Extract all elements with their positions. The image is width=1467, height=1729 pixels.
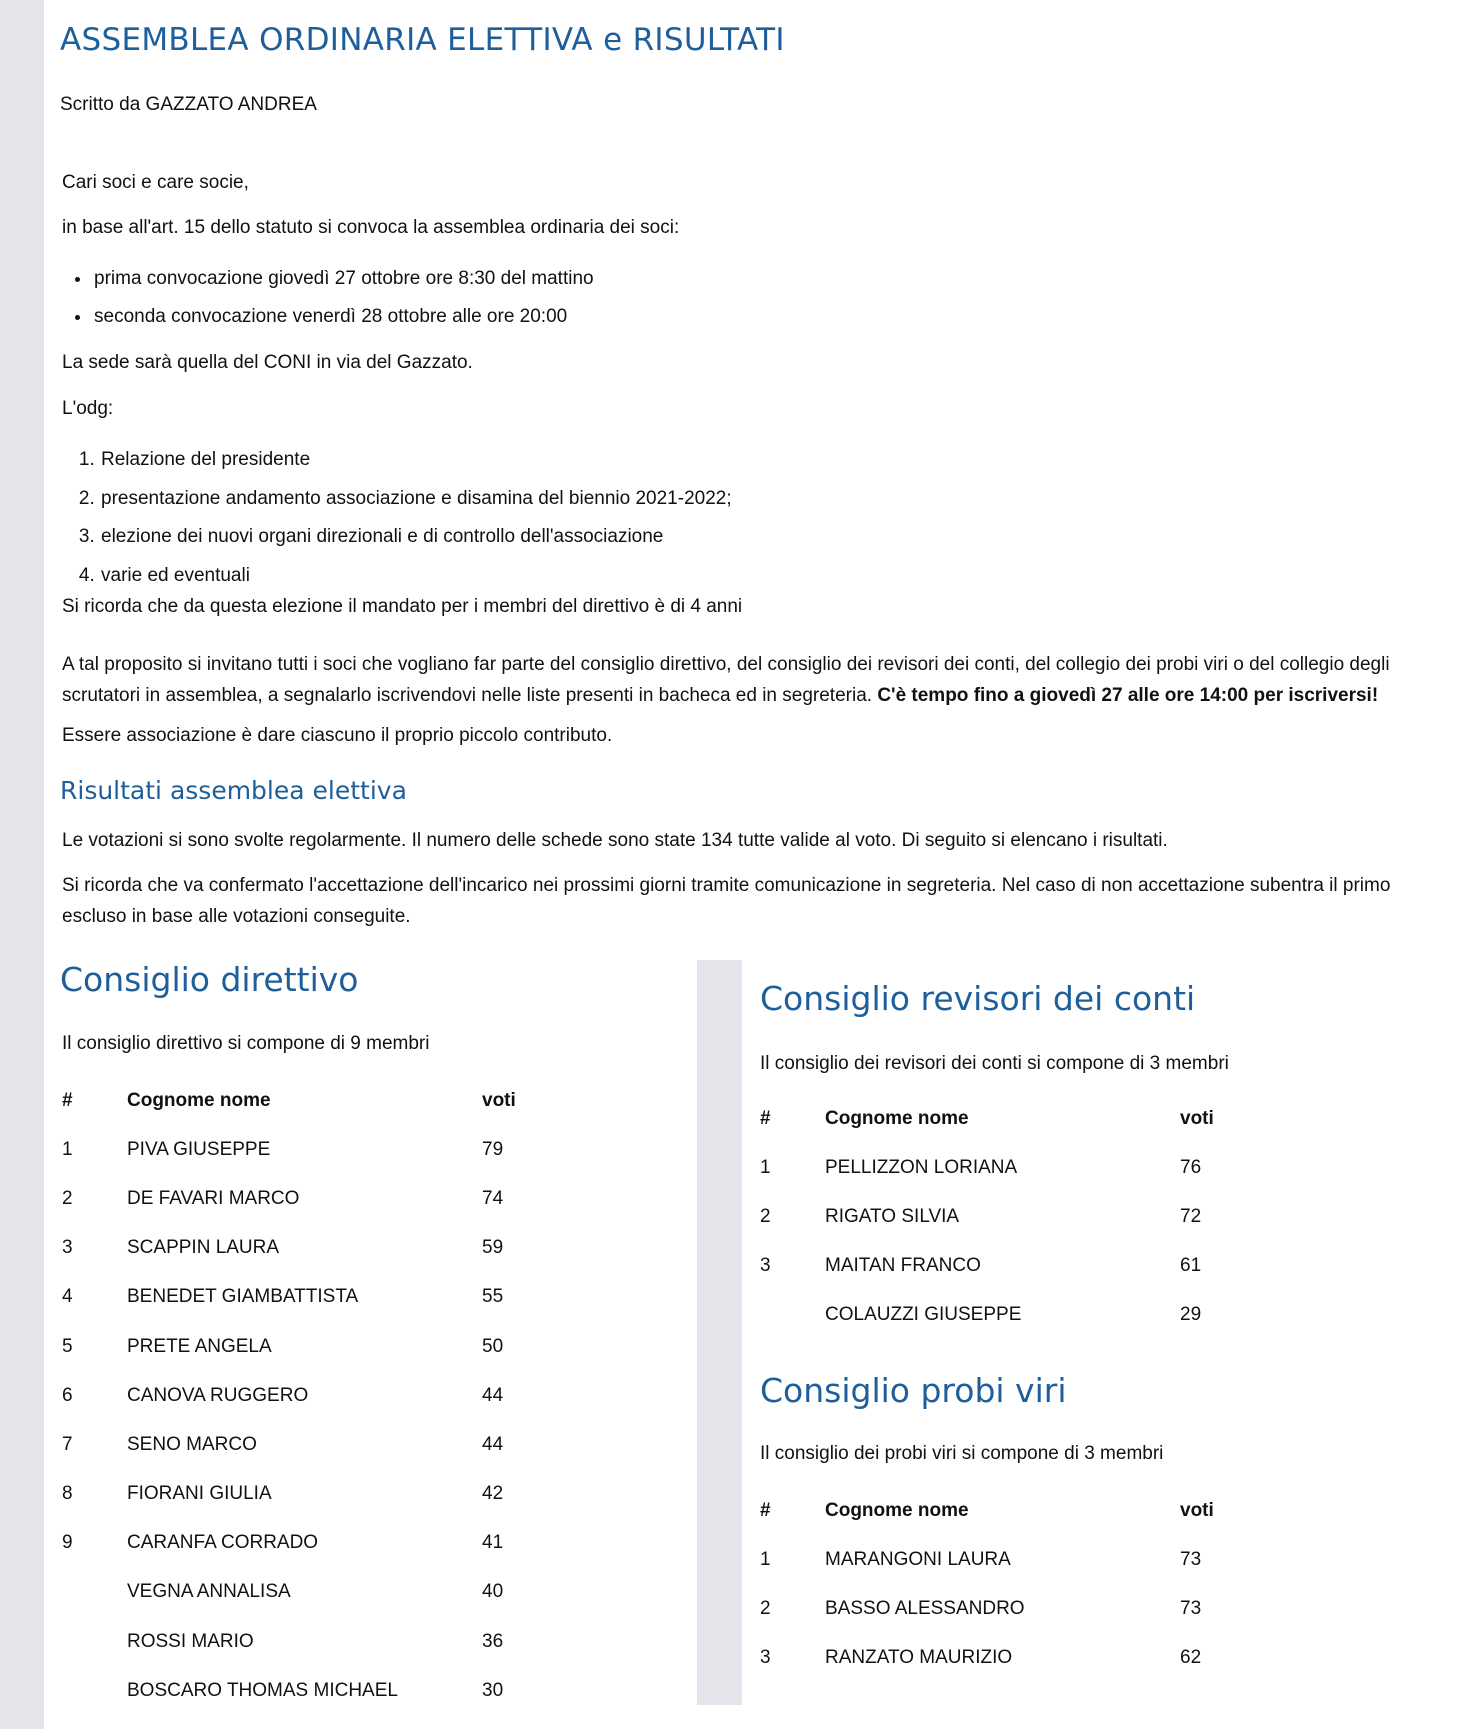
table-row: [760, 1634, 1240, 1683]
row-num: 1: [760, 1548, 771, 1570]
row-name: BOSCARO THOMAS MICHAEL: [127, 1679, 398, 1701]
row-name: MARANGONI LAURA: [825, 1548, 1011, 1570]
row-votes: 55: [482, 1286, 504, 1308]
row-name: ROSSI MARIO: [127, 1630, 254, 1652]
greeting: Cari soci e care socie,: [62, 172, 249, 193]
row-name: COLAUZZI GIUSEPPE: [825, 1304, 1022, 1326]
row-name: RIGATO SILVIA: [825, 1205, 960, 1227]
table-row: [760, 1584, 1240, 1633]
table-row: [62, 1125, 542, 1174]
table-row: [62, 1322, 542, 1371]
intro-paragraph: in base all'art. 15 dello statuto si convoca la assemblea ordinaria dei soci:: [62, 217, 680, 238]
col-num-header: #: [760, 1107, 771, 1129]
revisori-note: Il consiglio dei revisori dei conti si compone di 3 membri: [760, 1053, 1229, 1074]
row-votes: 61: [1180, 1255, 1202, 1277]
column-divider: [697, 960, 742, 1705]
row-votes: 44: [482, 1433, 504, 1455]
direttivo-heading: Consiglio direttivo: [60, 960, 359, 999]
row-votes: 41: [482, 1532, 504, 1554]
row-num: [62, 1617, 127, 1666]
row-votes: 74: [482, 1187, 504, 1209]
row-num: [62, 1568, 127, 1617]
row-name: BENEDET GIAMBATTISTA: [127, 1286, 359, 1308]
row-votes: 30: [482, 1679, 504, 1701]
row-name: VEGNA ANNALISA: [127, 1581, 291, 1603]
list-item: 4. varie ed eventuali: [100, 557, 732, 596]
row-num: 2: [760, 1597, 771, 1619]
row-num: 9: [62, 1532, 73, 1554]
row-name: RANZATO MAURIZIO: [825, 1647, 1013, 1669]
table-row: [760, 1535, 1240, 1584]
row-votes: 44: [482, 1384, 504, 1406]
row-num: [62, 1666, 127, 1715]
probi-viri-table: [760, 1486, 1240, 1683]
row-name: SENO MARCO: [127, 1433, 257, 1455]
row-votes: 36: [482, 1630, 504, 1652]
table-row: [760, 1192, 1240, 1241]
votes-paragraph: Le votazioni si sono svolte regolarmente. Il numero delle schede sono state 134 tutte valide al voto. Di seguito si elencano i risultati.: [62, 830, 1168, 851]
row-num: 2: [760, 1205, 771, 1227]
col-name-header: Cognome nome: [825, 1499, 969, 1521]
row-votes: 62: [1180, 1647, 1202, 1669]
row-votes: 72: [1180, 1205, 1202, 1227]
mandate-paragraph: Si ricorda che da questa elezione il mandato per i membri del direttivo è di 4 anni: [62, 596, 743, 617]
row-votes: 50: [482, 1335, 504, 1357]
row-name: PRETE ANGELA: [127, 1335, 272, 1357]
probi-viri-note: Il consiglio dei probi viri si compone di 3 membri: [760, 1443, 1164, 1464]
row-num: 1: [760, 1156, 771, 1178]
invitation-paragraph: [62, 650, 1452, 711]
row-name: PIVA GIUSEPPE: [127, 1138, 271, 1160]
table-row: [62, 1666, 542, 1715]
list-item: • seconda convocazione venerdì 28 ottobre alle ore 20:00: [92, 298, 594, 336]
table-row: [62, 1568, 542, 1617]
direttivo-table: [62, 1076, 542, 1715]
row-votes: 73: [1180, 1597, 1202, 1619]
col-votes-header: voti: [1180, 1499, 1214, 1521]
table-row: [62, 1224, 542, 1273]
row-num: 3: [760, 1255, 771, 1277]
row-name: MAITAN FRANCO: [825, 1255, 981, 1277]
table-row: [760, 1291, 1240, 1340]
row-num: [760, 1291, 825, 1340]
table-header-row: [760, 1094, 1240, 1143]
direttivo-note: Il consiglio direttivo si compone di 9 membri: [62, 1033, 430, 1054]
row-votes: 73: [1180, 1548, 1202, 1570]
list-item: 3. elezione dei nuovi organi direzionali e di controllo dell'associazione: [100, 518, 732, 557]
col-name-header: Cognome nome: [825, 1107, 969, 1129]
revisori-heading: Consiglio revisori dei conti: [760, 979, 1196, 1018]
row-name: BASSO ALESSANDRO: [825, 1597, 1025, 1619]
revisori-table: [760, 1094, 1240, 1340]
col-num-header: #: [62, 1089, 73, 1111]
table-row: [62, 1273, 542, 1322]
row-name: CARANFA CORRADO: [127, 1532, 319, 1554]
row-num: 3: [62, 1237, 73, 1259]
row-votes: 42: [482, 1483, 504, 1505]
deadline-text: C'è tempo fino a giovedì 27 alle ore 14:00 per iscriversi!: [877, 684, 1379, 706]
table-row: [62, 1519, 542, 1568]
row-votes: 59: [482, 1237, 504, 1259]
row-votes: 76: [1180, 1156, 1202, 1178]
row-name: FIORANI GIULIA: [127, 1483, 272, 1505]
list-item: 1. Relazione del presidente: [100, 441, 732, 480]
table-row: [760, 1242, 1240, 1291]
agenda-label: L'odg:: [62, 398, 114, 419]
table-row: [760, 1143, 1240, 1192]
row-num: 1: [62, 1138, 73, 1160]
table-row: [62, 1174, 542, 1223]
table-row: [62, 1470, 542, 1519]
article-title: ASSEMBLEA ORDINARIA ELETTIVA e RISULTATI: [60, 22, 785, 58]
col-votes-header: voti: [1180, 1107, 1214, 1129]
left-margin-strip: [0, 0, 44, 1729]
row-votes: 29: [1180, 1304, 1202, 1326]
acceptance-paragraph: Si ricorda che va confermato l'accettazione dell'incarico nei prossimi giorni tramite comunicazione in segreteria. Nel caso di non accettazione subentra il primo escluso in base alle votazioni conseguite.: [62, 875, 1391, 927]
row-num: 8: [62, 1483, 73, 1505]
invitation-text: A tal proposito si invitano tutti i soci che vogliano far parte del consiglio direttivo, del consiglio dei revisori dei conti, del collegio dei probi viri o del collegio degli scrutatori in assemblea, a segnalarlo iscrivendovi nelle liste presenti in bacheca ed in segreteria.: [62, 654, 1390, 706]
row-name: SCAPPIN LAURA: [127, 1237, 280, 1259]
list-item: 2. presentazione andamento associazione e disamina del biennio 2021-2022;: [100, 480, 732, 519]
row-num: 6: [62, 1384, 73, 1406]
convocation-list: [62, 260, 594, 336]
row-name: CANOVA RUGGERO: [127, 1384, 309, 1406]
closing-paragraph: Essere associazione è dare ciascuno il proprio piccolo contributo.: [62, 725, 613, 746]
table-row: [62, 1617, 542, 1666]
table-header-row: [760, 1486, 1240, 1535]
row-num: 4: [62, 1286, 73, 1308]
row-votes: 79: [482, 1138, 504, 1160]
row-num: 7: [62, 1433, 73, 1455]
col-name-header: Cognome nome: [127, 1089, 271, 1111]
table-header-row: [62, 1076, 542, 1125]
results-heading: Risultati assemblea elettiva: [60, 776, 407, 805]
row-num: 3: [760, 1647, 771, 1669]
agenda-list: [62, 441, 732, 595]
list-item: • prima convocazione giovedì 27 ottobre ore 8:30 del mattino: [92, 260, 594, 298]
table-row: [62, 1420, 542, 1469]
row-name: PELLIZZON LORIANA: [825, 1156, 1018, 1178]
col-votes-header: voti: [482, 1089, 516, 1111]
probi-viri-heading: Consiglio probi viri: [760, 1371, 1067, 1410]
table-row: [62, 1371, 542, 1420]
row-num: 2: [62, 1187, 73, 1209]
row-num: 5: [62, 1335, 73, 1357]
row-name: DE FAVARI MARCO: [127, 1187, 300, 1209]
article-author: Scritto da GAZZATO ANDREA: [60, 94, 317, 115]
row-votes: 40: [482, 1581, 504, 1603]
venue-paragraph: La sede sarà quella del CONI in via del Gazzato.: [62, 352, 473, 373]
col-num-header: #: [760, 1499, 771, 1521]
